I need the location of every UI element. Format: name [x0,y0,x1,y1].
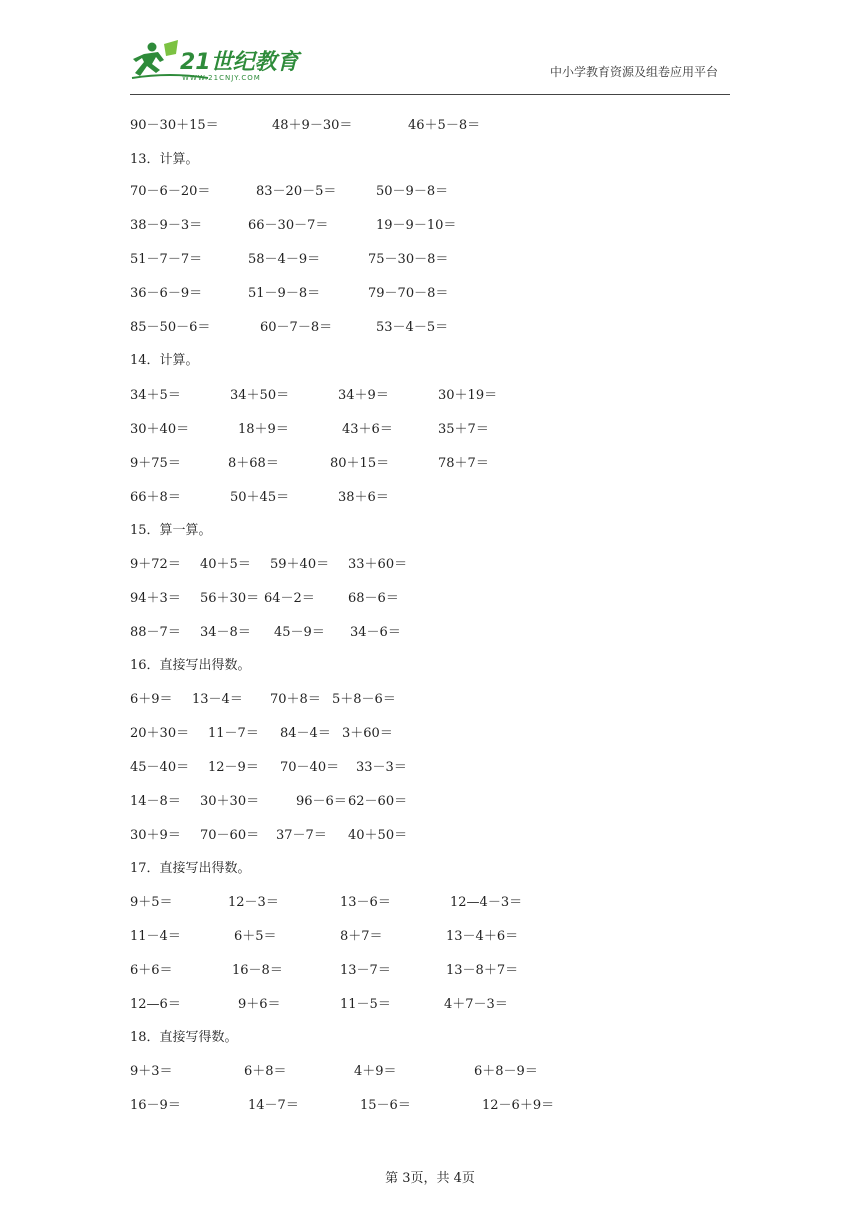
problem: 14－8＝ [130,794,181,809]
problem: 12—6＝ [130,997,181,1012]
svg-text:21世纪教育: 21世纪教育 [180,50,299,75]
svg-text:WWW.21CNJY.COM: WWW.21CNJY.COM [182,74,261,82]
problem: 83－20－5＝ [256,184,337,199]
problem: 38－9－3＝ [130,218,203,233]
problem: 50－9－8＝ [376,184,449,199]
section-title: 13．计算。 [130,152,199,167]
problem: 45－9＝ [274,625,325,640]
problem: 11－5＝ [340,997,391,1012]
problem: 70－60＝ [200,828,260,843]
problem: 35＋7＝ [438,422,489,437]
problem: 9＋6＝ [238,997,281,1012]
problem: 30＋19＝ [438,388,498,403]
problem: 51－9－8＝ [248,286,321,301]
problem: 45－40＝ [130,760,190,775]
section-title: 17．直接写出得数。 [130,861,251,876]
problem: 64－2＝ [264,591,315,606]
problem: 60－7－8＝ [260,320,333,335]
problem: 4＋7－3＝ [444,997,508,1012]
problem: 11－4＝ [130,929,181,944]
problem: 37－7＝ [276,828,327,843]
problem: 36－6－9＝ [130,286,203,301]
problem: 59＋40＝ [270,557,330,572]
problem: 6＋8－9＝ [474,1064,538,1079]
problem: 6＋8＝ [244,1064,287,1079]
runner-icon [133,40,178,76]
problem: 78＋7＝ [438,456,489,471]
problem: 8＋68＝ [228,456,279,471]
problem: 70－6－20＝ [130,184,211,199]
problem: 66－30－7＝ [248,218,329,233]
platform-name: 中小学教育资源及组卷应用平台 [549,65,718,79]
problem: 79－70－8＝ [368,286,449,301]
problem: 16－9＝ [130,1098,181,1113]
header-divider [130,94,730,95]
problem: 19－9－10＝ [376,218,457,233]
problem: 8＋7＝ [340,929,383,944]
problem: 15－6＝ [360,1098,411,1113]
problem: 9＋72＝ [130,557,181,572]
problem: 70－40＝ [280,760,340,775]
problem: 70＋8＝ [270,692,321,707]
problem: 34＋9＝ [338,388,389,403]
problem: 30＋40＝ [130,422,190,437]
logo [130,38,310,84]
problem: 30＋30＝ [200,794,260,809]
problem: 34＋5＝ [130,388,181,403]
problem: 84－4＝ [280,726,331,741]
problem: 12－6＋9＝ [482,1098,555,1113]
problem: 3＋60＝ [342,726,393,741]
problem: 16－8＝ [232,963,283,978]
section-title: 18．直接写得数。 [130,1030,238,1045]
problem: 75－30－8＝ [368,252,449,267]
problem: 9＋3＝ [130,1064,173,1079]
problem: 53－4－5＝ [376,320,449,335]
page-footer: 第 3页，共 4页 [385,1171,475,1186]
problem: 34－8＝ [200,625,251,640]
problem: 12—4－3＝ [450,895,523,910]
problem: 33＋60＝ [348,557,408,572]
problem: 80＋15＝ [330,456,390,471]
section-title: 15．算一算。 [130,523,212,538]
section-title: 16．直接写出得数。 [130,658,251,673]
problem: 34＋50＝ [230,388,290,403]
problem: 9＋75＝ [130,456,181,471]
problem: 48＋9－30＝ [272,118,353,133]
problem: 12－3＝ [228,895,279,910]
problem: 13－4＋6＝ [446,929,519,944]
problem: 62－60＝ [348,794,408,809]
problem: 66＋8＝ [130,490,181,505]
section-title: 14．计算。 [130,353,199,368]
problem: 43＋6＝ [342,422,393,437]
page-header [130,38,730,96]
problem: 85－50－6＝ [130,320,211,335]
problem: 6＋9＝ [130,692,173,707]
problem: 13－8＋7＝ [446,963,519,978]
problem: 13－6＝ [340,895,391,910]
problem: 40＋5＝ [200,557,251,572]
problem: 56＋30＝ [200,591,260,606]
problem: 50＋45＝ [230,490,290,505]
problem: 6＋5＝ [234,929,277,944]
problem: 12－9＝ [208,760,259,775]
problem: 38＋6＝ [338,490,389,505]
problem: 13－4＝ [192,692,243,707]
problem: 96－6＝ [296,794,347,809]
problem: 33－3＝ [356,760,407,775]
problem: 20＋30＝ [130,726,190,741]
problem: 14－7＝ [248,1098,299,1113]
problem: 90－30＋15＝ [130,118,219,133]
problem: 30＋9＝ [130,828,181,843]
problem: 51－7－7＝ [130,252,203,267]
problem: 34－6＝ [350,625,401,640]
problem: 46＋5－8＝ [408,118,481,133]
problem: 6＋6＝ [130,963,173,978]
problem: 58－4－9＝ [248,252,321,267]
problem: 11－7＝ [208,726,259,741]
problem: 88－7＝ [130,625,181,640]
problem: 40＋50＝ [348,828,408,843]
problem: 5＋8－6＝ [332,692,396,707]
problem: 13－7＝ [340,963,391,978]
problem: 68－6＝ [348,591,399,606]
problem: 94＋3＝ [130,591,181,606]
problem: 18＋9＝ [238,422,289,437]
problem: 4＋9＝ [354,1064,397,1079]
problem: 9＋5＝ [130,895,173,910]
